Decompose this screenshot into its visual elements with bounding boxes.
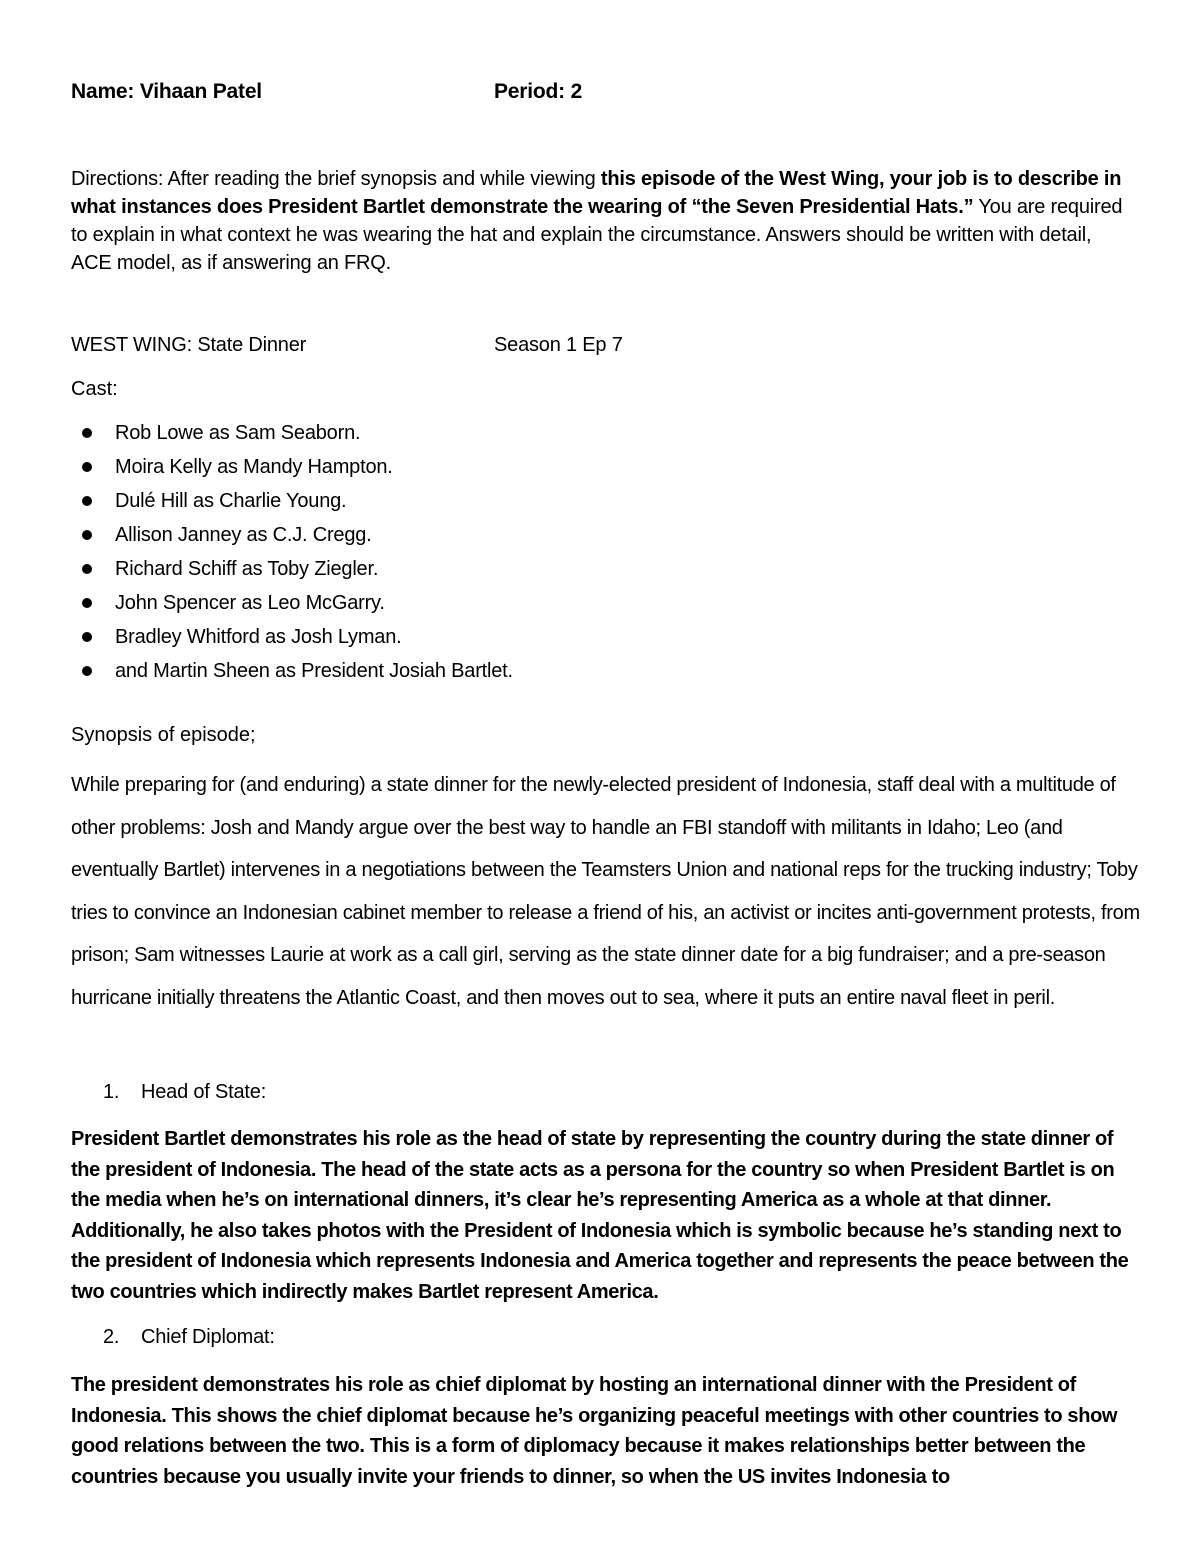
bullet-icon bbox=[82, 428, 92, 438]
directions-task: this episode of the West Wing, your job is to describe in what instances does President Bartlet demonstrate the wearing of “the Seven Presidential Hats.” bbox=[71, 168, 1122, 218]
cast-list-item: Richard Schiff as Toby Ziegler. bbox=[0, 554, 513, 588]
question-2-answer: The president demonstrates his role as chief diplomat by hosting an international dinner with the President of Indonesia. This shows the chief diplomat because he’s organizing peaceful meetings with other countries to show good relations between the two. This is a form of diplomacy because it makes relationships better between the countries because you usually invite your friends to dinner, so when the US invites Indonesia to bbox=[71, 1374, 1118, 1488]
episode-title: WEST WING: State Dinner bbox=[71, 334, 307, 356]
question-title: Head of State: bbox=[141, 1081, 267, 1103]
cast-list-item: John Spencer as Leo McGarry. bbox=[0, 588, 513, 622]
cast-label: Cast: bbox=[71, 378, 118, 400]
question-title: Chief Diplomat: bbox=[141, 1326, 275, 1348]
synopsis-label: Synopsis of episode; bbox=[71, 724, 256, 746]
directions-requirements: You are required to explain in what context he was wearing the hat and explain the circumstance. Answers should be written with detail, ACE model, as if answering an FRQ. bbox=[71, 196, 1123, 274]
bullet-icon bbox=[82, 666, 92, 676]
cast-list bbox=[0, 418, 513, 690]
student-name: Name: Vihaan Patel bbox=[71, 80, 262, 103]
cast-list-item: Moira Kelly as Mandy Hampton. bbox=[0, 452, 513, 486]
cast-list-item: and Martin Sheen as President Josiah Bartlet. bbox=[0, 656, 513, 690]
directions-intro: Directions: After reading the brief synopsis and while viewing bbox=[71, 168, 601, 190]
bullet-icon bbox=[82, 496, 92, 506]
episode-season: Season 1 Ep 7 bbox=[494, 334, 623, 356]
question-1-answer: President Bartlet demonstrates his role as the head of state by representing the country during the state dinner of the president of Indonesia. The head of the state acts as a persona for the country so when President Bartlet is on the media when he’s on international dinners, it’s clear he’s representing America as a whole at that dinner. Additionally, he also takes photos with the President of Indonesia which is symbolic because he’s standing next to the president of Indonesia which represents Indonesia and America together and represents the peace between the two countries which indirectly makes Bartlet represent America. bbox=[71, 1128, 1129, 1303]
bullet-icon bbox=[82, 462, 92, 472]
question-number: 2. bbox=[103, 1326, 120, 1348]
bullet-icon bbox=[82, 564, 92, 574]
bullet-icon bbox=[82, 530, 92, 540]
question-number: 1. bbox=[103, 1081, 120, 1103]
bullet-icon bbox=[82, 632, 92, 642]
cast-list-item: Bradley Whitford as Josh Lyman. bbox=[0, 622, 513, 656]
directions-paragraph bbox=[71, 165, 1131, 277]
cast-list-item: Rob Lowe as Sam Seaborn. bbox=[0, 418, 513, 452]
bullet-icon bbox=[82, 598, 92, 608]
cast-list-item: Dulé Hill as Charlie Young. bbox=[0, 486, 513, 520]
synopsis-text: While preparing for (and enduring) a state dinner for the newly-elected president of Indonesia, staff deal with a multitude of other problems: Josh and Mandy argue over the best way to handle an FBI standoff with militants in Idaho; Leo (and eventually Bartlet) intervenes in a negotiations between the Teamsters Union and national reps for the trucking industry; Toby tries to convince an Indonesian cabinet member to release a friend of his, an activist or incites anti-government protests, from prison; Sam witnesses Laurie at work as a call girl, serving as the state dinner date for a big fundraiser; and a pre-season hurricane initially threatens the Atlantic Coast, and then moves out to sea, where it puts an entire naval fleet in peril. bbox=[71, 774, 1140, 1009]
cast-list-item: Allison Janney as C.J. Cregg. bbox=[0, 520, 513, 554]
class-period: Period: 2 bbox=[494, 80, 583, 103]
